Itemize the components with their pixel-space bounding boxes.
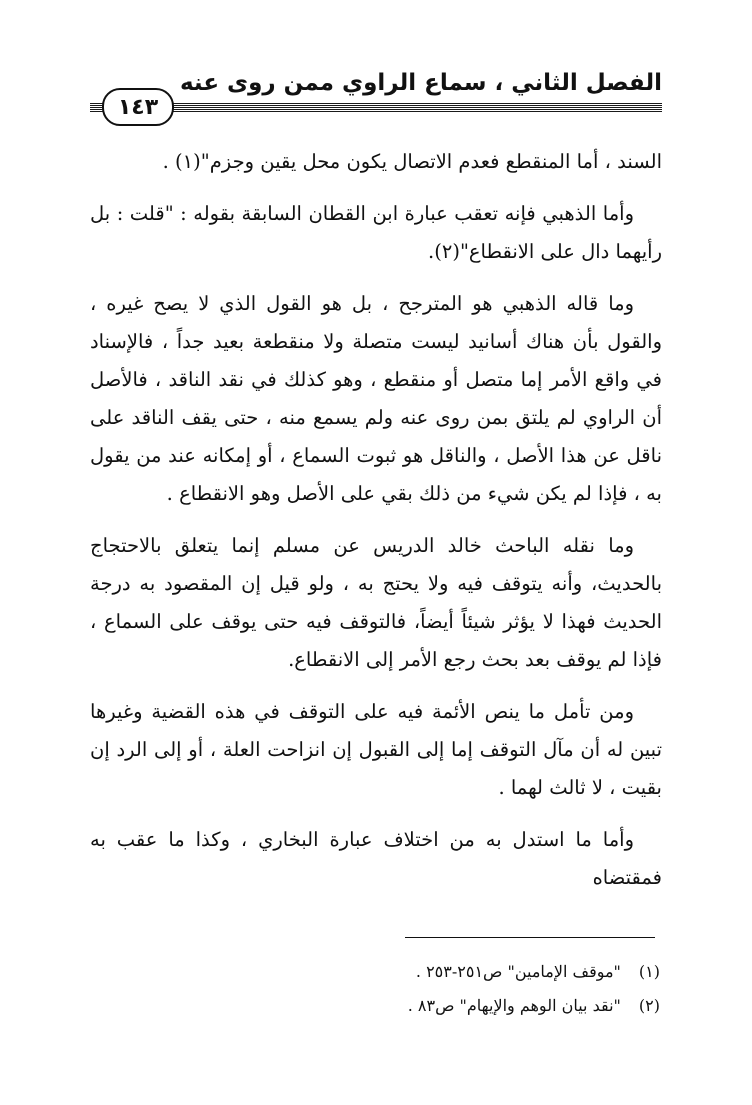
footnote-number: (٢) <box>638 996 660 1015</box>
page-number: ١٤٣ <box>102 88 174 126</box>
footnotes <box>300 955 660 1023</box>
running-header <box>90 70 662 130</box>
header-rule <box>90 103 662 112</box>
paragraph: وأما الذهبي فإنه تعقب عبارة ابن القطان السابقة بقوله : "قلت : بل رأيهما دال على الانقطاع"(٢). <box>90 202 662 263</box>
paragraph: السند ، أما المنقطع فعدم الاتصال يكون محل يقين وجزم"(١) . <box>162 150 662 173</box>
paragraph: وما قاله الذهبي هو المترجح ، بل هو القول الذي لا يصح غيره ، والقول بأن هناك أسانيد ليست متصلة ولا منقطعة بعيد جداً ، فالإسناد في واقع الأمر إما متصل أو منقطع ، وهو كذلك في نقد الناقد ، فالأصل أن الراوي لم يلتق بمن روى عنه ولم يسمع منه ، حتى يقف الناقد على ناقل عن هذا الأصل ، والناقل هو ثبوت السماع ، أو إمكانه عند من يقول به ، فإذا لم يكن شيء من ذلك بقي على الأصل وهو الانقطاع . <box>90 292 662 505</box>
footnote <box>300 989 660 1023</box>
paragraph: وأما ما استدل به من اختلاف عبارة البخاري ، وكذا ما عقب به فمقتضاه <box>90 828 662 889</box>
footnote <box>300 955 660 989</box>
chapter-title: الفصل الثاني ، سماع الراوي ممن روى عنه <box>179 70 662 96</box>
footnote-number: (١) <box>638 962 660 981</box>
paragraph: وما نقله الباحث خالد الدريس عن مسلم إنما يتعلق بالاحتجاج بالحديث، وأنه يتوقف فيه ولا يحتج به ، ولو قيل إن المقصود به درجة الحديث فهذا لا يؤثر شيئاً أيضاً، فالتوقف فيه حتى يوقف على السماع ، فإذا لم يوقف بعد بحث رجع الأمر إلى الانقطاع. <box>90 534 662 671</box>
paragraph: ومن تأمل ما ينص الأئمة فيه على التوقف في هذه القضية وغيرها تبين له أن مآل التوقف إما إلى القبول إن انزاحت العلة ، أو إلى الرد إن بقيت ، لا ثالث لهما . <box>90 700 662 799</box>
footnote-separator <box>405 937 655 938</box>
body-text <box>90 143 662 911</box>
footnote-text: "نقد بيان الوهم والإيهام" ص٨٣ . <box>407 996 621 1015</box>
footnote-text: "موقف الإمامين" ص٢٥١-٢٥٣ . <box>415 962 621 981</box>
